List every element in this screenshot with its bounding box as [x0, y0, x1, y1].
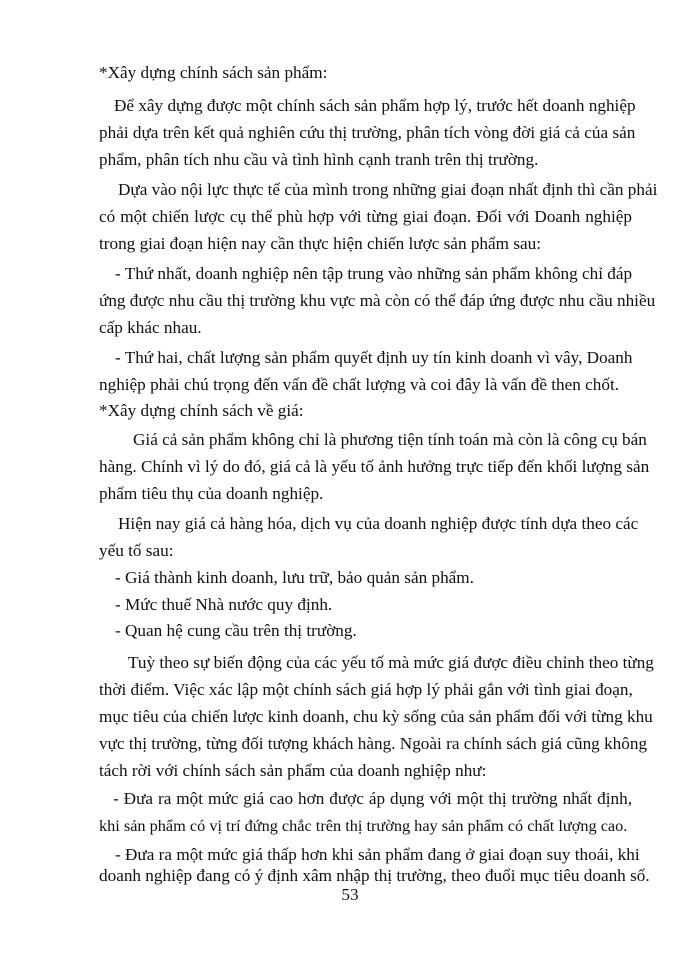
list-item-line: doanh nghiệp đang có ý định xâm nhập thị trường, theo đuổi mục tiêu doanh số. — [99, 866, 650, 885]
paragraph-line: Giá cả sản phẩm không chỉ là phương tiện tính toán mà còn là công cụ bán — [133, 430, 647, 449]
paragraph-line: yếu tố sau: — [99, 541, 174, 560]
paragraph-line: tách rời với chính sách sản phẩm của doanh nghiệp như: — [99, 761, 487, 780]
paragraph-line: Tuỳ theo sự biến động của các yếu tố mà mức giá được điều chỉnh theo từng — [128, 653, 654, 672]
paragraph-line: Dựa vào nội lực thực tế của mình trong những giai đoạn nhất định thì cần phải — [118, 180, 658, 199]
list-item: - Giá thành kinh doanh, lưu trữ, bảo quản sản phẩm. — [115, 568, 474, 587]
list-item: - Quan hệ cung cầu trên thị trường. — [115, 621, 357, 640]
section-heading-product-policy: *Xây dựng chính sách sản phẩm: — [99, 63, 328, 82]
page-number: 53 — [341, 885, 359, 904]
list-item-line: cấp khác nhau. — [99, 318, 202, 337]
paragraph-line: phẩm tiêu thụ của doanh nghiệp. — [99, 484, 324, 503]
list-item-line: khi sản phẩm có vị trí đứng chắc trên thị trường hay sản phẩm có chất lượng cao. — [99, 816, 628, 835]
paragraph-line: phẩm, phân tích nhu cầu và tình hình cạnh tranh trên thị trường. — [99, 150, 539, 169]
paragraph-line: Hiện nay giá cả hàng hóa, dịch vụ của doanh nghiệp được tính dựa theo các — [118, 514, 639, 533]
list-item-line: ứng được nhu cầu thị trường khu vực mà còn có thể đáp ứng được nhu cầu nhiều — [99, 291, 656, 310]
paragraph-line: thời điểm. Việc xác lập một chính sách giá hợp lý phải gắn với tình giai đoạn, — [99, 680, 633, 699]
paragraph-line: Để xây dựng được một chính sách sản phẩm hợp lý, trước hết doanh nghiệp — [114, 96, 636, 115]
paragraph-line: trong giai đoạn hiện nay cần thực hiện chiến lược sản phẩm sau: — [99, 234, 541, 253]
list-item-line: - Thứ hai, chất lượng sản phẩm quyết định uy tín kinh doanh vì vây, Doanh — [115, 348, 633, 367]
section-heading-price-policy: *Xây dựng chính sách về giá: — [99, 401, 304, 420]
list-item: - Mức thuế Nhà nước quy định. — [115, 595, 333, 614]
paragraph-line: phải dựa trên kết quả nghiên cứu thị trường, phân tích vòng đời giá cả của sản — [99, 123, 636, 142]
list-item-line: - Thứ nhất, doanh nghiệp nên tập trung vào những sản phẩm không chỉ đáp — [115, 264, 633, 283]
list-item-line: - Đưa ra một mức giá thấp hơn khi sản phẩm đang ở giai đoạn suy thoái, khi — [115, 845, 640, 864]
paragraph-line: có một chiến lược cụ thể phù hợp với từng giai đoạn. Đối với Doanh nghiệp — [99, 207, 632, 226]
paragraph-line: mục tiêu của chiến lược kinh doanh, chu kỳ sống của sản phẩm đối với từng khu — [99, 707, 653, 726]
list-item-line: nghiệp phải chú trọng đến vấn đề chất lượng và coi đây là vấn đề then chốt. — [99, 375, 620, 394]
list-item-line: - Đưa ra một mức giá cao hơn được áp dụng với một thị trường nhất định, — [113, 789, 632, 808]
paragraph-line: vực thị trường, từng đối tượng khách hàng. Ngoài ra chính sách giá cũng không — [99, 734, 648, 753]
paragraph-line: hàng. Chính vì lý do đó, giá cả là yếu tố ảnh hưởng trực tiếp đến khối lượng sản — [99, 457, 650, 476]
